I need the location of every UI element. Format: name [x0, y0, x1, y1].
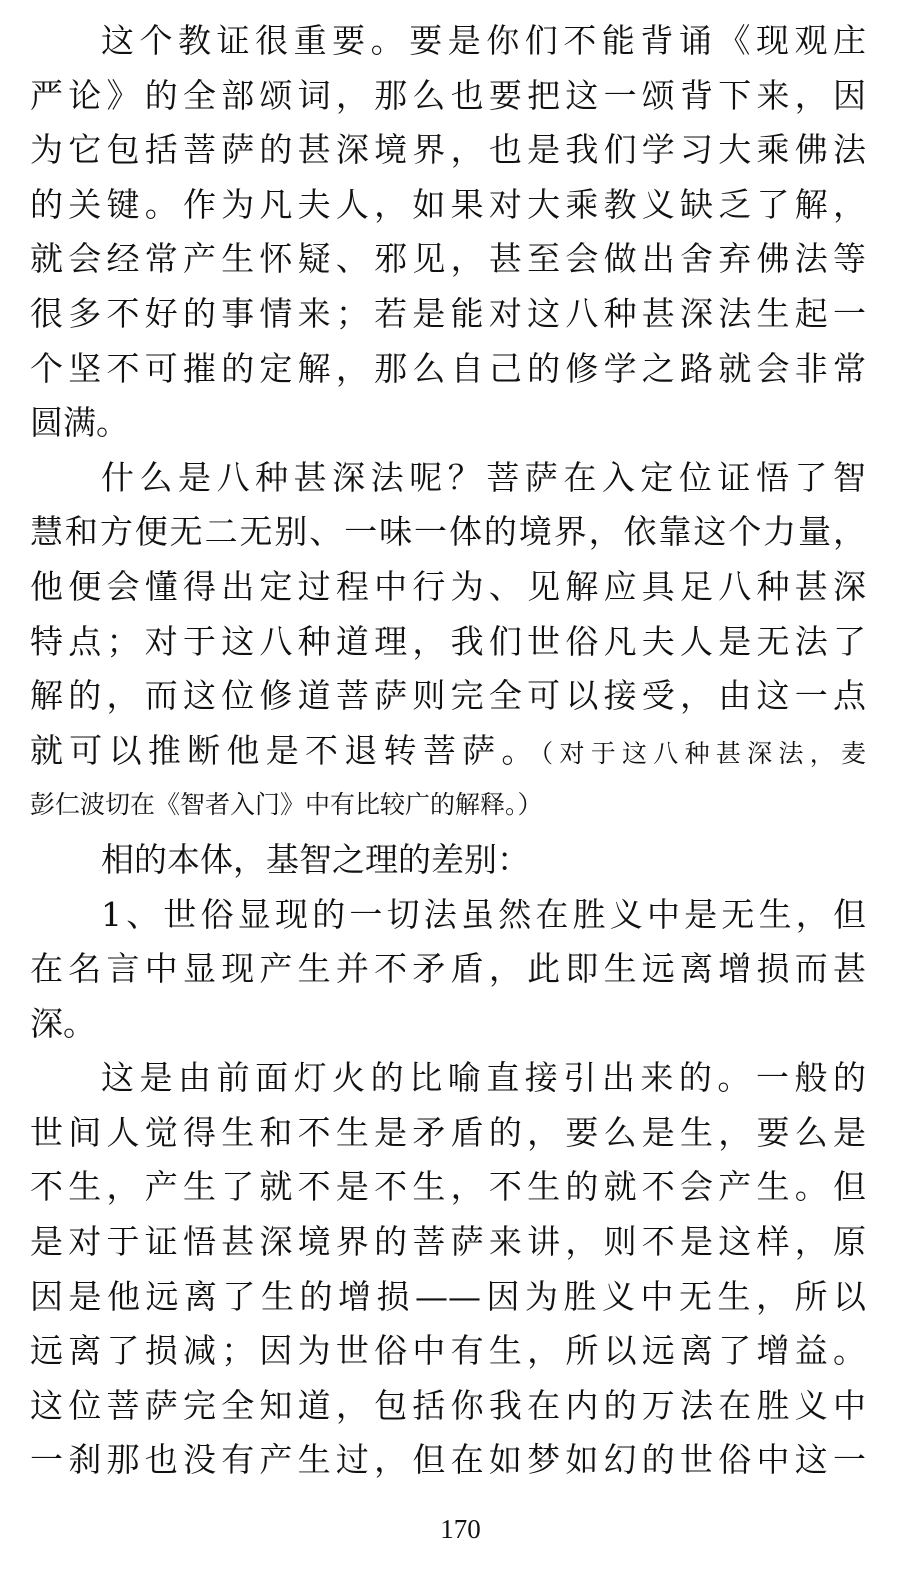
text-line: 远离了损减；因为世俗中有生，所以远离了增益。: [30, 1331, 866, 1371]
annotation-line: 彭仁波切在《智者入门》中有比较广的解释。）: [30, 790, 543, 820]
text-line: 这位菩萨完全知道，包括你我在内的万法在胜义中: [30, 1385, 866, 1425]
document-page: [30, 14, 866, 1488]
text-line: 不生，产生了就不是不生，不生的就不会产生。但: [30, 1167, 866, 1207]
text-line: 是对于证悟甚深境界的菩萨来讲，则不是这样，原: [30, 1222, 866, 1262]
text-line: 在名言中显现产生并不矛盾，此即生远离增损而甚: [30, 949, 866, 989]
text-line: 这是由前面灯火的比喻直接引出来的。一般的: [101, 1058, 866, 1098]
text-line: 为它包括菩萨的甚深境界，也是我们学习大乘佛法: [30, 130, 866, 170]
section-heading: 相的本体，基智之理的差别：: [101, 839, 530, 879]
text-line: 深。: [30, 1003, 96, 1043]
text-line: 严论》的全部颂词，那么也要把这一颂背下来，因: [30, 75, 866, 115]
annotation-text: （对于这八种甚深法，麦: [540, 738, 866, 768]
text-line: 就会经常产生怀疑、邪见，甚至会做出舍弃佛法等: [30, 239, 866, 279]
text-line: 解的，而这位修道菩萨则完全可以接受，由这一点: [30, 676, 866, 716]
text-line: 他便会懂得出定过程中行为、见解应具足八种甚深: [30, 566, 866, 606]
text-line: 个坚不可摧的定解，那么自己的修学之路就会非常: [30, 348, 866, 388]
text-line: 很多不好的事情来；若是能对这八种甚深法生起一: [30, 293, 866, 333]
text-line: 因是他远离了生的增损——因为胜义中无生，所以: [30, 1276, 866, 1316]
text-line: 的关键。作为凡夫人，如果对大乘教义缺乏了解，: [30, 184, 866, 224]
text-line: 这个教证很重要。要是你们不能背诵《现观庄: [101, 21, 866, 60]
text-line: 慧和方便无二无别、一味一体的境界，依靠这个力量，: [30, 512, 866, 552]
text-line: 圆满。: [30, 403, 129, 443]
text-line: 一刹那也没有产生过，但在如梦如幻的世俗中这一: [30, 1440, 866, 1480]
text-line: 特点；对于这八种道理，我们世俗凡夫人是无法了: [30, 621, 866, 661]
text-line: 世间人觉得生和不生是矛盾的，要么是生，要么是: [30, 1112, 866, 1152]
page-number: 170: [440, 1514, 481, 1544]
text-line: 什么是八种甚深法呢？菩萨在入定位证悟了智: [101, 457, 866, 497]
text-line: 1、世俗显现的一切法虽然在胜义中是无生，但: [101, 894, 866, 934]
body-text: 就可以推断他是不退转菩萨。: [30, 730, 541, 770]
text-line-with-note: [30, 724, 866, 779]
